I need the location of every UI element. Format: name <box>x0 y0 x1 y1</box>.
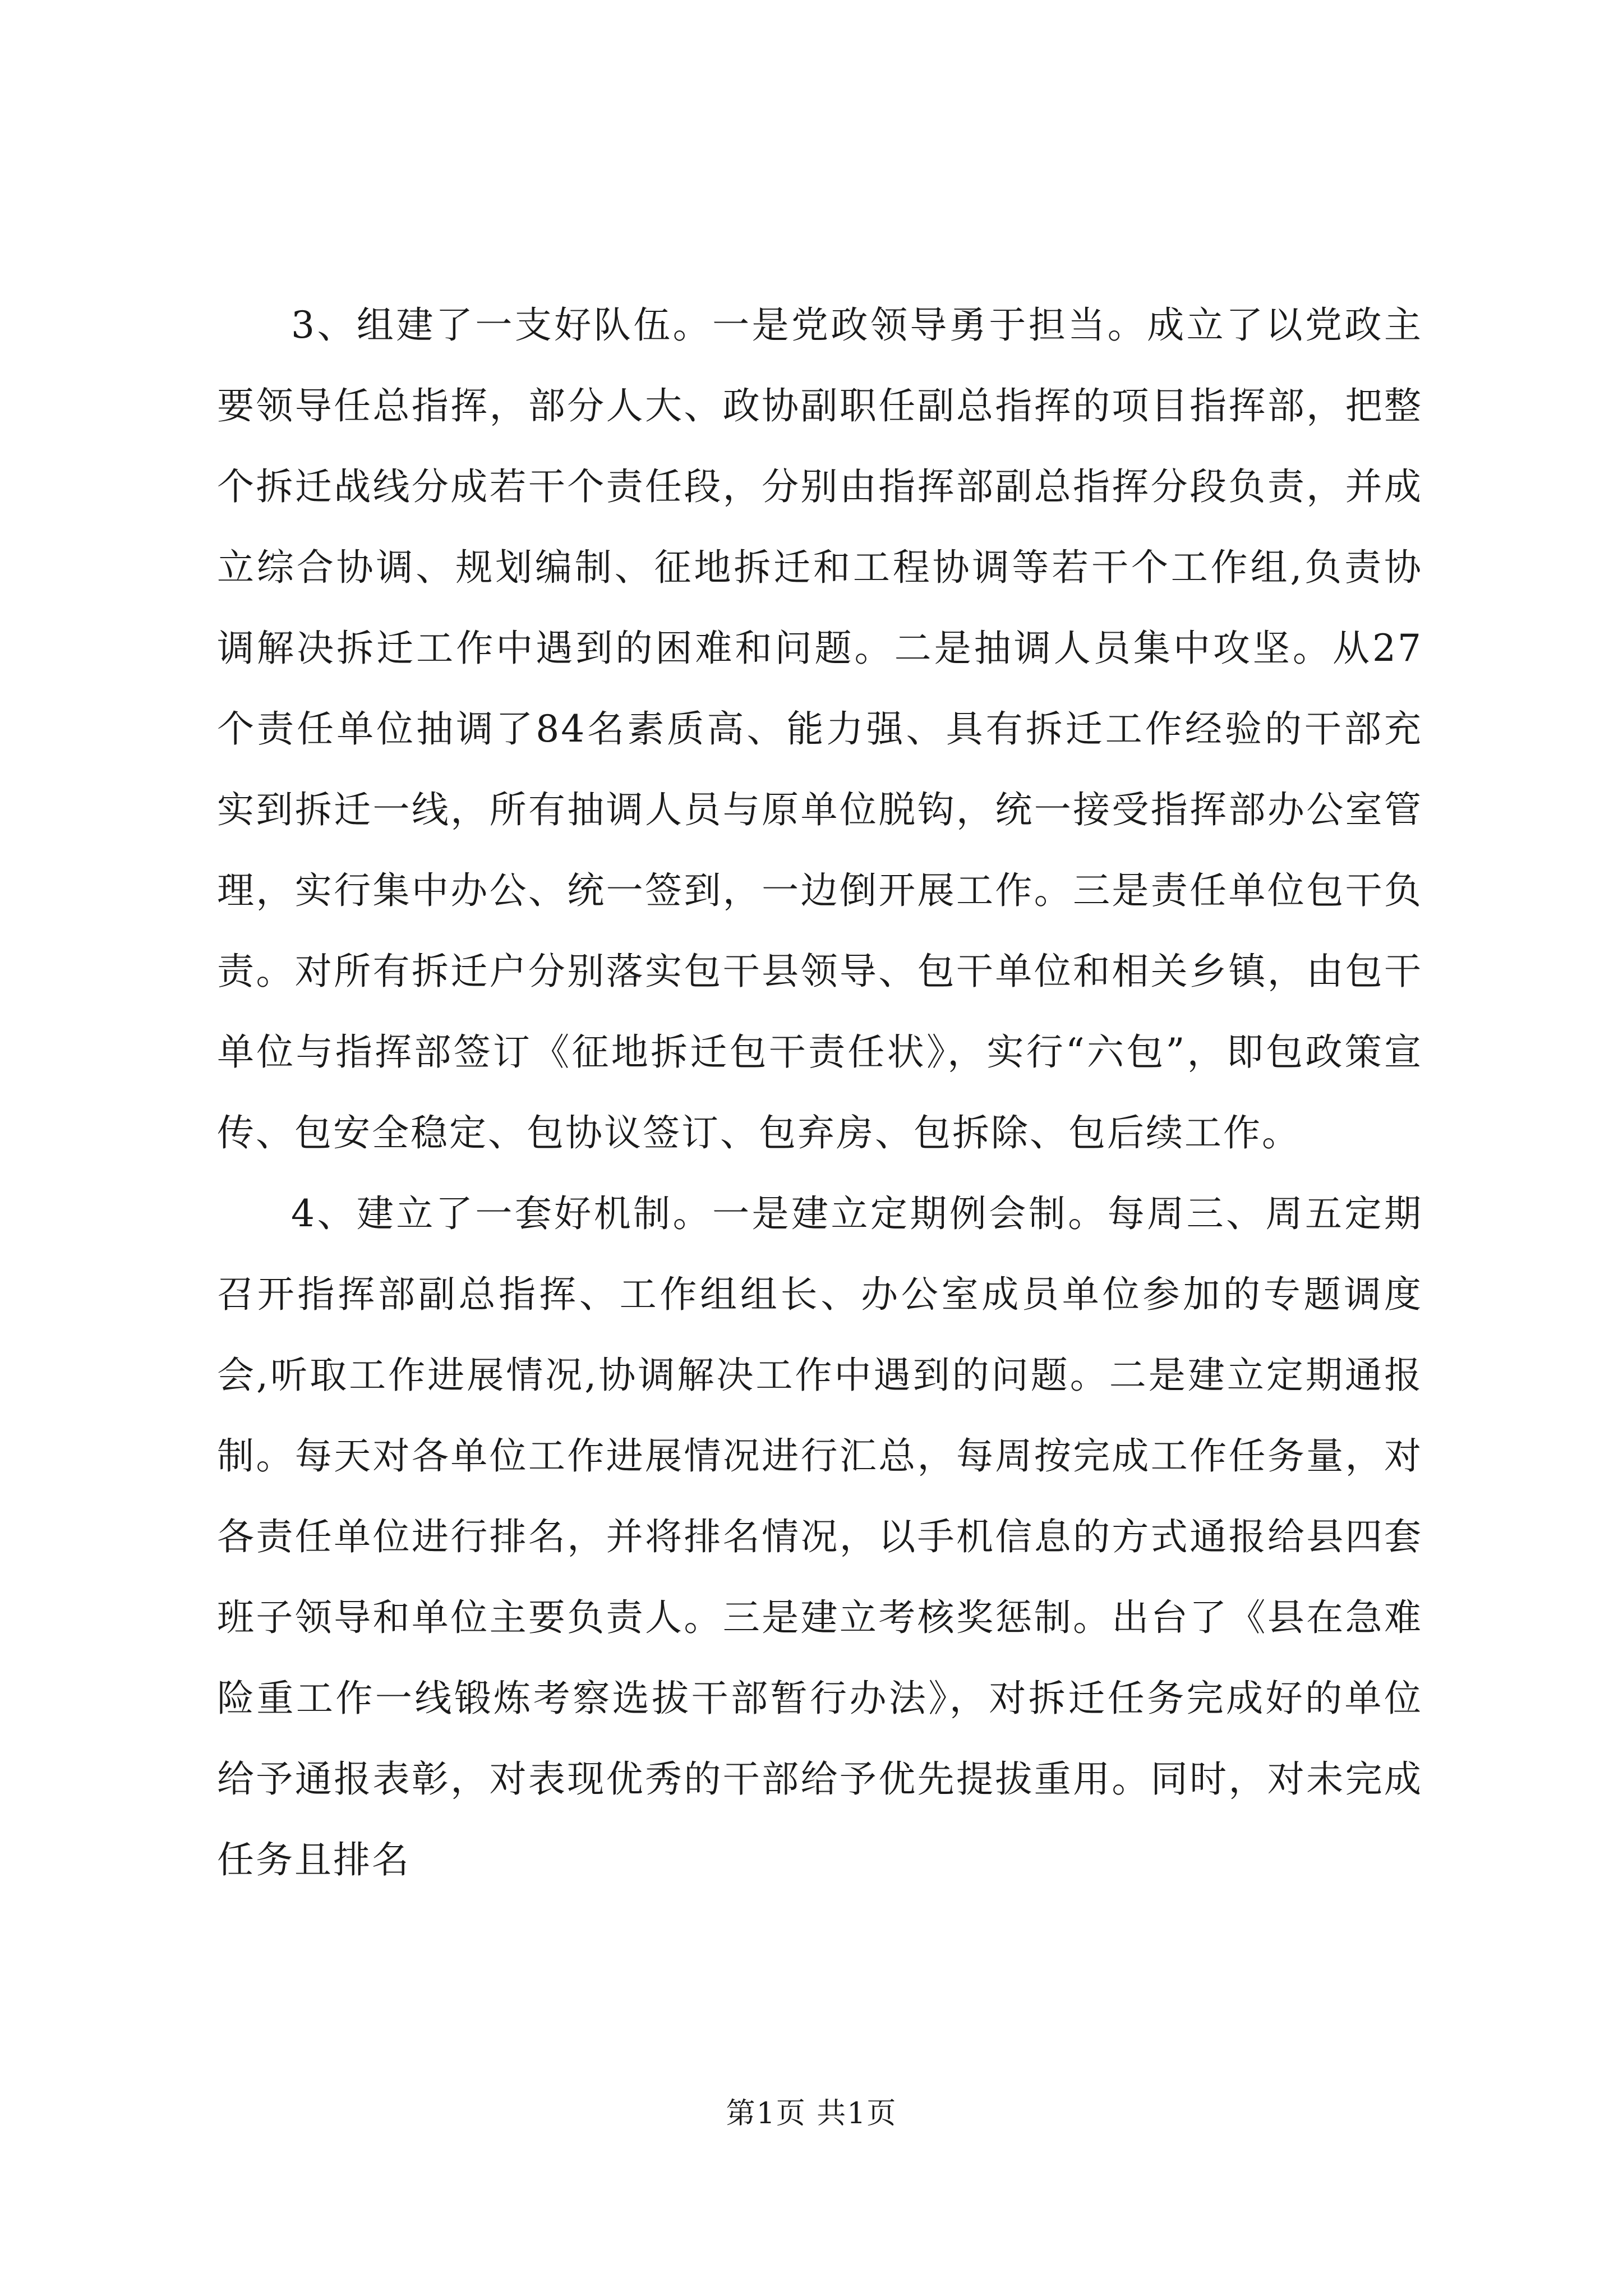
paragraph-mechanism: 4、建立了一套好机制。一是建立定期例会制。每周三、周五定期召开指挥部副总指挥、工作组组长、办公室成员单位参加的专题调度会,听取工作进展情况,协调解决工作中遇到的问题。二是建立定期通报制。每天对各单位工作进展情况进行汇总，每周按完成工作任务量，对各责任单位进行排名，并将排名情况，以手机信息的方式通报给县四套班子领导和单位主要负责人。三是建立考核奖惩制。出台了《县在急难险重工作一线锻炼考察选拔干部暂行办法》，对拆迁任务完成好的单位给予通报表彰，对表现优秀的干部给予优先提拔重用。同时，对未完成任务且排名 <box>217 1192 1423 1881</box>
paragraph-team-building: 3、组建了一支好队伍。一是党政领导勇于担当。成立了以党政主要领导任总指挥，部分人大、政协副职任副总指挥的项目指挥部，把整个拆迁战线分成若干个责任段，分别由指挥部副总指挥分段负责，并成立综合协调、规划编制、征地拆迁和工程协调等若干个工作组,负责协调解决拆迁工作中遇到的困难和问题。二是抽调人员集中攻坚。从27个责任单位抽调了84名素质高、能力强、具有拆迁工作经验的干部充实到拆迁一线，所有抽调人员与原单位脱钩，统一接受指挥部办公室管理，实行集中办公、统一签到，一边倒开展工作。三是责任单位包干负责。对所有拆迁户分别落实包干县领导、包干单位和相关乡镇，由包干单位与指挥部签订《征地拆迁包干责任状》，实行“六包”，即包政策宣传、包安全稳定、包协议签订、包弃房、包拆除、包后续工作。 <box>217 303 1423 1154</box>
document-body <box>217 285 1423 1901</box>
page-number-footer: 第1页 共1页 <box>726 2097 897 2131</box>
